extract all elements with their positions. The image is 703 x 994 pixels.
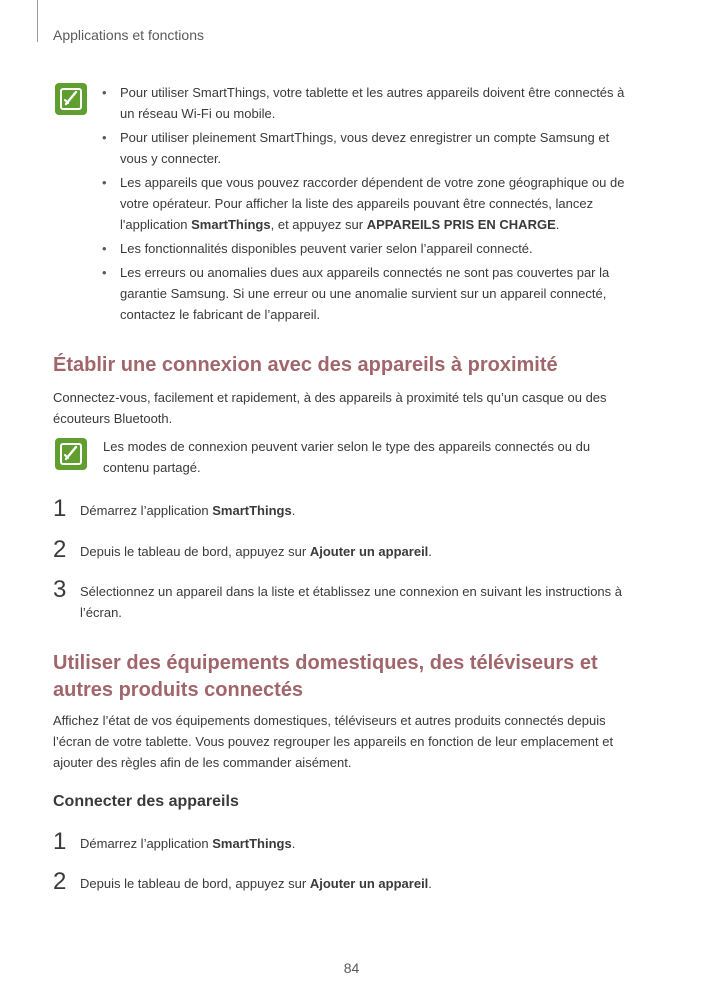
step-text: Depuis le tableau de bord, appuyez sur Ajouter un appareil. xyxy=(80,544,432,559)
header-rule xyxy=(37,0,38,42)
page-number: 84 xyxy=(343,960,360,976)
step-number: 1 xyxy=(53,828,67,855)
step-text: Démarrez l’application SmartThings. xyxy=(80,503,296,518)
step-number: 2 xyxy=(53,536,67,563)
section-intro: Connectez-vous, facilement et rapidement, à des appareils à proximité tels qu’un casque ou des écouteurs Bluetooth. xyxy=(53,390,607,426)
section-heading: Établir une connexion avec des appareils à proximité xyxy=(53,354,558,376)
note-text: Les modes de connexion peuvent varier selon le type des appareils connectés ou du contenu partagé. xyxy=(103,439,591,475)
note-bullet: • Pour utiliser pleinement SmartThings, vous devez enregistrer un compte Samsung et vous y connecter. xyxy=(100,127,640,169)
note-bullet-list xyxy=(100,82,640,328)
section-heading: Utiliser des équipements domestiques, des téléviseurs et autres produits connectés xyxy=(53,652,598,701)
note-bullet: • Les appareils que vous pouvez raccorder dépendent de votre zone géographique ou de votre opérateur. Pour afficher la liste des appareils pouvant être connectés, lancez l'application SmartThings, et appuyez sur APPAREILS PRIS EN CHARGE. xyxy=(100,172,640,235)
note-pencil-icon xyxy=(55,83,87,115)
step-text: Depuis le tableau de bord, appuyez sur Ajouter un appareil. xyxy=(80,876,432,891)
note-pencil-icon xyxy=(55,438,87,470)
section-intro: Affichez l’état de vos équipements domestiques, téléviseurs et autres produits connectés depuis l’écran de votre tablette. Vous pouvez regrouper les appareils en fonction de leur emplacement et ajouter des règles afin de les commander aisément. xyxy=(53,713,614,770)
note-bullet: • Pour utiliser SmartThings, votre tablette et les autres appareils doivent être connectés à un réseau Wi-Fi ou mobile. xyxy=(100,82,640,124)
subsection-heading: Connecter des appareils xyxy=(53,793,239,810)
step-number: 1 xyxy=(53,495,67,522)
note-bullet: • Les fonctionnalités disponibles peuvent varier selon l’appareil connecté. xyxy=(100,238,640,259)
step-number: 3 xyxy=(53,576,67,603)
running-header: Applications et fonctions xyxy=(53,27,204,43)
note-bullet: • Les erreurs ou anomalies dues aux appareils connectés ne sont pas couvertes par la garantie Samsung. Si une erreur ou une anomalie survient sur un appareil connecté, contactez le fabricant de l’appareil. xyxy=(100,262,640,325)
step-text: Démarrez l’application SmartThings. xyxy=(80,836,296,851)
step-number: 2 xyxy=(53,868,67,895)
step-text: Sélectionnez un appareil dans la liste et établissez une connexion en suivant les instructions à l’écran. xyxy=(80,584,623,620)
